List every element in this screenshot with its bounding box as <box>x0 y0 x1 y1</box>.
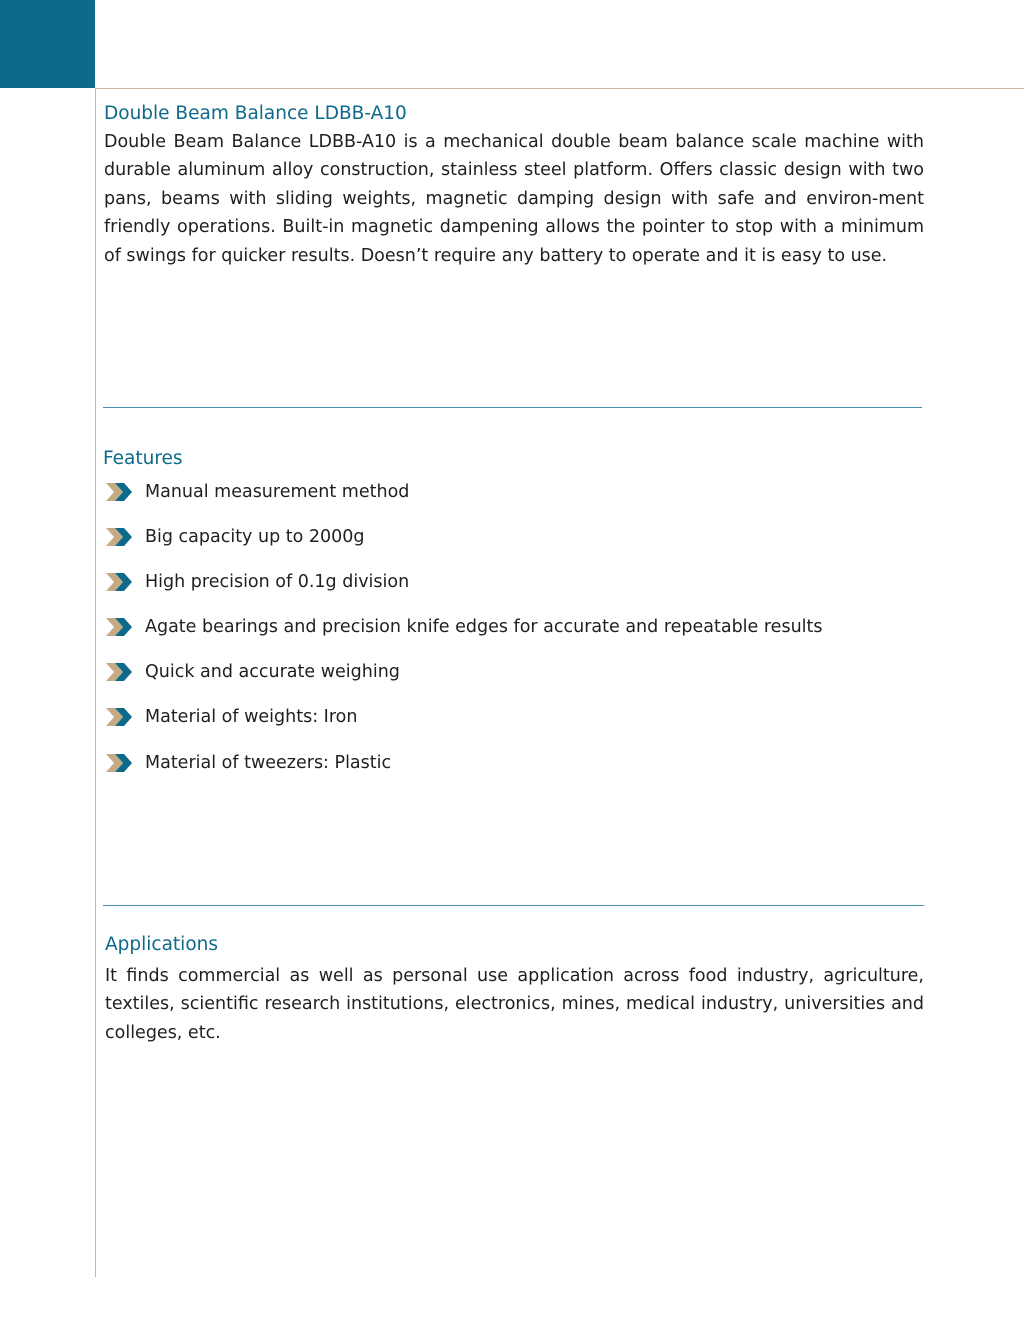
list-item <box>104 478 924 523</box>
feature-text: Agate bearings and precision knife edges for accurate and repeatable results <box>145 617 823 638</box>
applications-description: It finds commercial as well as personal use application across food industry, agriculture, textiles, scientific research institutions, electronics, mines, medical industry, universities and colleges, etc. <box>105 966 924 1043</box>
top-divider <box>95 88 1024 89</box>
list-item <box>104 749 924 794</box>
list-item <box>104 523 924 568</box>
feature-text: Material of tweezers: Plastic <box>145 752 392 773</box>
double-chevron-right-icon <box>104 706 134 728</box>
section-divider-1 <box>103 407 922 408</box>
feature-text: Quick and accurate weighing <box>145 662 400 683</box>
section-divider-2 <box>103 905 924 906</box>
list-item <box>104 658 924 703</box>
product-title: Double Beam Balance LDBB-A10 <box>104 103 407 124</box>
double-chevron-right-icon <box>104 661 134 683</box>
applications-title: Applications <box>105 934 219 955</box>
left-margin-divider <box>95 88 96 1277</box>
double-chevron-right-icon <box>104 526 134 548</box>
feature-text: Material of weights: Iron <box>145 707 358 728</box>
double-chevron-right-icon <box>104 481 134 503</box>
list-item <box>104 568 924 613</box>
double-chevron-right-icon <box>104 616 134 638</box>
double-chevron-right-icon <box>104 752 134 774</box>
list-item <box>104 613 924 658</box>
features-list <box>104 478 924 794</box>
list-item <box>104 703 924 748</box>
corner-accent-block <box>0 0 95 88</box>
features-title: Features <box>103 448 183 469</box>
feature-text: Big capacity up to 2000g <box>145 527 365 548</box>
feature-text: Manual measurement method <box>145 482 410 502</box>
feature-text: High precision of 0.1g division <box>145 572 410 593</box>
double-chevron-right-icon <box>104 571 134 593</box>
product-description: Double Beam Balance LDBB-A10 is a mechanical double beam balance scale machine with durable aluminum alloy construction, stainless steel platform. Offers classic design with two pans, beams with sliding weights, magnetic damping design with safe and environ-ment friendly operations. Built-in magnetic dampening allows the pointer to stop with a minimum of swings for quicker results. Doesn’t require any battery to operate and it is easy to use. <box>104 132 924 266</box>
